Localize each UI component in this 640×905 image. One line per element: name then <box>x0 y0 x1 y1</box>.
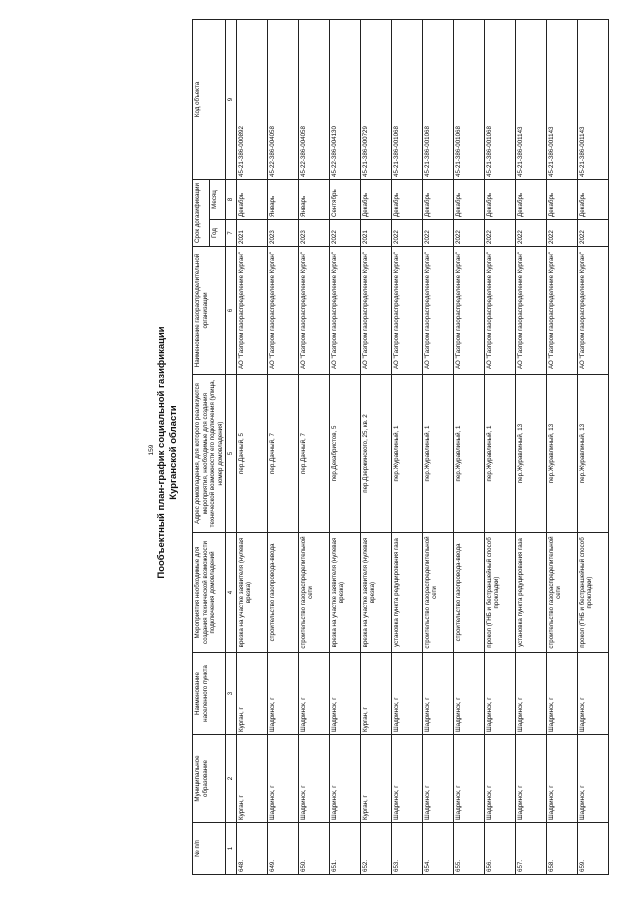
column-number: 4 <box>226 533 237 653</box>
header-municipality: Муниципальное образование <box>193 735 226 823</box>
year-cell: 2023 <box>298 220 329 247</box>
month-cell: Декабрь <box>391 180 422 220</box>
month-cell: Декабрь <box>360 180 391 220</box>
header-event: Мероприятия необходимые для создания технической возможности подключения домовладений <box>193 533 226 653</box>
object-code-cell: 45-22-386-004058 <box>267 20 298 180</box>
organization-cell: АО "Газпром газораспределение Курган" <box>453 247 484 375</box>
row-number: 652. <box>360 823 391 875</box>
month-cell: Декабрь <box>236 180 267 220</box>
organization-cell: АО "Газпром газораспределение Курган" <box>329 247 360 375</box>
table-row <box>391 20 422 875</box>
row-number: 650. <box>298 823 329 875</box>
month-cell: Сентябрь <box>329 180 360 220</box>
header-year: Год <box>209 220 226 247</box>
year-cell: 2022 <box>329 220 360 247</box>
settlement-cell: Шадринск, г <box>422 653 453 735</box>
event-cell: строительство газопровода-ввода <box>267 533 298 653</box>
event-cell: прокол (ГНБ и бестраншейный способ прокладки) <box>484 533 515 653</box>
row-number: 657. <box>515 823 546 875</box>
settlement-cell: Шадринск, г <box>577 653 608 735</box>
header-deadline: Срок догазификации <box>193 180 210 247</box>
table-row <box>515 20 546 875</box>
year-cell: 2023 <box>267 220 298 247</box>
address-cell: пер.Дзержинского, 25, кв. 2 <box>360 375 391 533</box>
row-number: 648. <box>236 823 267 875</box>
event-cell: врезка на участке заявителя (нулевая врезка) <box>236 533 267 653</box>
document-title <box>156 150 179 755</box>
header-month: Месяц <box>209 180 226 220</box>
municipality-cell: Шадринск, г <box>484 735 515 823</box>
year-cell: 2022 <box>391 220 422 247</box>
column-number: 1 <box>226 823 237 875</box>
event-cell: врезка на участке заявителя (нулевая врезка) <box>360 533 391 653</box>
table-row <box>453 20 484 875</box>
event-cell: установка пункта редуцирования газа <box>515 533 546 653</box>
object-code-cell: 45-21-386-001068 <box>422 20 453 180</box>
municipality-cell: Курган, г <box>360 735 391 823</box>
object-code-cell: 45-22-386-004058 <box>298 20 329 180</box>
month-cell: Декабрь <box>484 180 515 220</box>
event-cell: установка пункта редуцирования газа <box>391 533 422 653</box>
column-number: 7 <box>226 220 237 247</box>
row-number: 655. <box>453 823 484 875</box>
row-number: 658. <box>546 823 577 875</box>
month-cell: Январь <box>298 180 329 220</box>
column-number: 5 <box>226 375 237 533</box>
header-settlement: Наименование населенного пункта <box>193 653 226 735</box>
header-address: Адрес домовладения, для которого реализуются мероприятия, необходимые для создания технической возможности его подключения (улица, номер домовладения) <box>193 375 226 533</box>
column-number: 3 <box>226 653 237 735</box>
municipality-cell: Шадринск, г <box>267 735 298 823</box>
object-code-cell: 45-22-386-004130 <box>329 20 360 180</box>
municipality-cell: Курган, г <box>236 735 267 823</box>
row-number: 659. <box>577 823 608 875</box>
organization-cell: АО "Газпром газораспределение Курган" <box>360 247 391 375</box>
address-cell: пер.Журавлиный, 1 <box>422 375 453 533</box>
year-cell: 2022 <box>453 220 484 247</box>
title-line-1: Пообъектный план-график социальной газификации <box>156 326 167 579</box>
organization-cell: АО "Газпром газораспределение Курган" <box>298 247 329 375</box>
row-number: 653. <box>391 823 422 875</box>
table-row <box>422 20 453 875</box>
organization-cell: АО "Газпром газораспределение Курган" <box>236 247 267 375</box>
object-code-cell: 45-21-386-001068 <box>391 20 422 180</box>
month-cell: Декабрь <box>422 180 453 220</box>
year-cell: 2021 <box>360 220 391 247</box>
address-cell: пер.Журавлиный, 13 <box>546 375 577 533</box>
column-number: 2 <box>226 735 237 823</box>
year-cell: 2022 <box>546 220 577 247</box>
table-row <box>484 20 515 875</box>
month-cell: Декабрь <box>515 180 546 220</box>
table-row <box>236 20 267 875</box>
organization-cell: АО "Газпром газораспределение Курган" <box>515 247 546 375</box>
row-number: 649. <box>267 823 298 875</box>
table-row <box>298 20 329 875</box>
year-cell: 2021 <box>236 220 267 247</box>
settlement-cell: Шадринск, г <box>267 653 298 735</box>
event-cell: строительство газораспределительной сети <box>546 533 577 653</box>
row-number: 656. <box>484 823 515 875</box>
object-code-cell: 45-21-386-001143 <box>515 20 546 180</box>
month-cell: Декабрь <box>577 180 608 220</box>
object-code-cell: 45-21-386-001143 <box>546 20 577 180</box>
municipality-cell: Шадринск, г <box>329 735 360 823</box>
event-cell: строительство газораспределительной сети <box>298 533 329 653</box>
table-body <box>236 20 608 875</box>
page-number: 159 <box>148 444 155 456</box>
year-cell: 2022 <box>484 220 515 247</box>
settlement-cell: Курган, г <box>360 653 391 735</box>
object-code-cell: 45-21-386-001068 <box>453 20 484 180</box>
title-line-2: Курганской области <box>167 405 179 500</box>
event-cell: врезка на участке заявителя (нулевая врезка) <box>329 533 360 653</box>
object-code-cell: 45-21-386-001143 <box>577 20 608 180</box>
year-cell: 2022 <box>515 220 546 247</box>
municipality-cell: Шадринск, г <box>391 735 422 823</box>
address-cell: пер.Журавлиный, 1 <box>453 375 484 533</box>
address-cell: пер.Журавлиный, 1 <box>391 375 422 533</box>
organization-cell: АО "Газпром газораспределение Курган" <box>391 247 422 375</box>
settlement-cell: Курган, г <box>236 653 267 735</box>
column-number: 6 <box>226 247 237 375</box>
month-cell: Декабрь <box>453 180 484 220</box>
municipality-cell: Шадринск, г <box>515 735 546 823</box>
municipality-cell: Шадринск, г <box>422 735 453 823</box>
object-code-cell: 45-21-386-000729 <box>360 20 391 180</box>
header-organization: Наименование газораспределительной организации <box>193 247 226 375</box>
event-cell: строительство газопровода-ввода <box>453 533 484 653</box>
table-row <box>267 20 298 875</box>
header-object-code: Код объекта <box>193 20 226 180</box>
address-cell: пер.Журавлиный, 1 <box>484 375 515 533</box>
year-cell: 2022 <box>422 220 453 247</box>
gasification-schedule-table <box>192 19 609 875</box>
settlement-cell: Шадринск, г <box>298 653 329 735</box>
event-cell: строительство газораспределительной сети <box>422 533 453 653</box>
address-cell: пер.Дачный, 7 <box>298 375 329 533</box>
settlement-cell: Шадринск, г <box>329 653 360 735</box>
year-cell: 2022 <box>577 220 608 247</box>
column-numbers-row <box>226 20 237 875</box>
address-cell: пер.Журавлиный, 13 <box>577 375 608 533</box>
settlement-cell: Шадринск, г <box>546 653 577 735</box>
table-row <box>329 20 360 875</box>
header-number: № п/п <box>193 823 226 875</box>
row-number: 654. <box>422 823 453 875</box>
municipality-cell: Шадринск, г <box>453 735 484 823</box>
address-cell: пер.Декабристов, 5 <box>329 375 360 533</box>
row-number: 651. <box>329 823 360 875</box>
table-row <box>546 20 577 875</box>
month-cell: Декабрь <box>546 180 577 220</box>
column-number: 8 <box>226 180 237 220</box>
column-number: 9 <box>226 20 237 180</box>
organization-cell: АО "Газпром газораспределение Курган" <box>267 247 298 375</box>
settlement-cell: Шадринск, г <box>453 653 484 735</box>
settlement-cell: Шадринск, г <box>484 653 515 735</box>
address-cell: пер.Дачный, 5 <box>236 375 267 533</box>
table-row <box>577 20 608 875</box>
object-code-cell: 45-21-386-001068 <box>484 20 515 180</box>
address-cell: пер.Журавлиный, 13 <box>515 375 546 533</box>
month-cell: Январь <box>267 180 298 220</box>
object-code-cell: 45-21-386-000892 <box>236 20 267 180</box>
settlement-cell: Шадринск, г <box>515 653 546 735</box>
organization-cell: АО "Газпром газораспределение Курган" <box>484 247 515 375</box>
address-cell: пер.Дачный, 7 <box>267 375 298 533</box>
municipality-cell: Шадринск, г <box>577 735 608 823</box>
settlement-cell: Шадринск, г <box>391 653 422 735</box>
table-row <box>360 20 391 875</box>
municipality-cell: Шадринск, г <box>298 735 329 823</box>
municipality-cell: Шадринск, г <box>546 735 577 823</box>
organization-cell: АО "Газпром газораспределение Курган" <box>546 247 577 375</box>
organization-cell: АО "Газпром газораспределение Курган" <box>422 247 453 375</box>
event-cell: прокол (ГНБ и бестраншейный способ прокладки) <box>577 533 608 653</box>
organization-cell: АО "Газпром газораспределение Курган" <box>577 247 608 375</box>
